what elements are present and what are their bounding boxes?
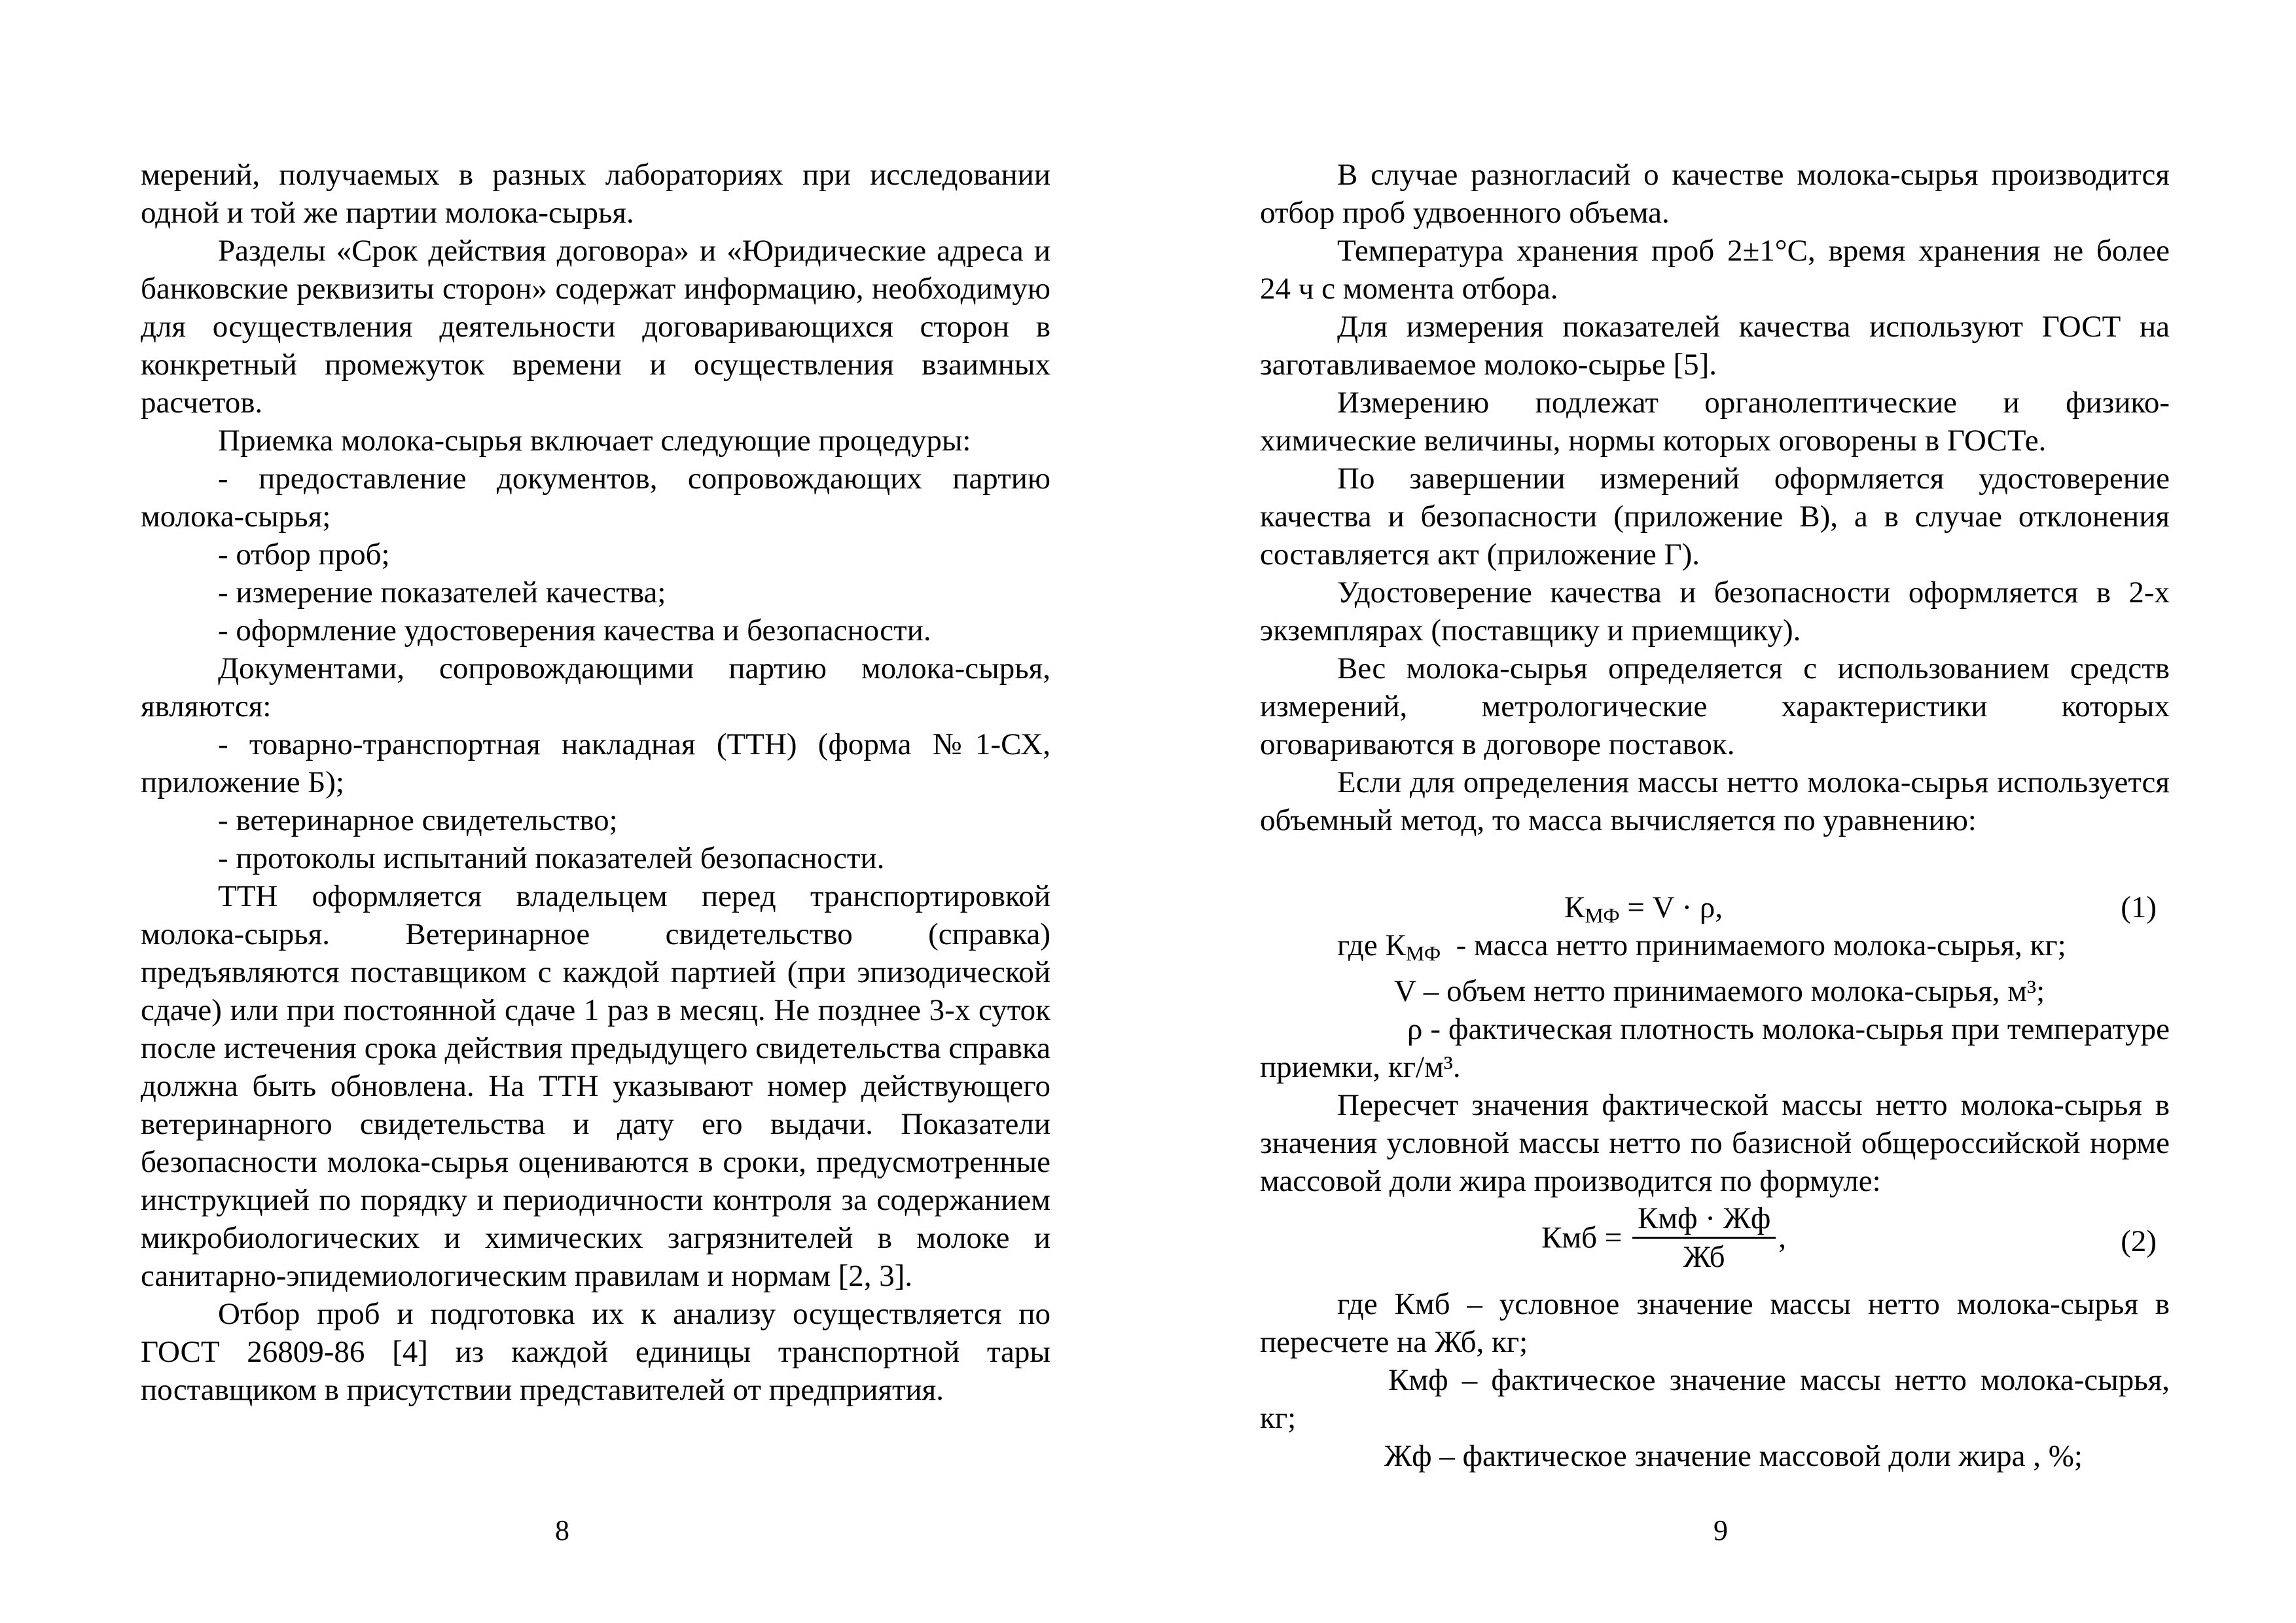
definition-line: Кмф – фактическое значение массы нетто молока-сырья, кг; (1260, 1363, 2170, 1435)
list-item: - протоколы испытаний показателей безопасности. (218, 841, 885, 875)
paragraph: В случае разногласий о качестве молока-сырья производится отбор проб удвоенного объема. (1260, 158, 2170, 230)
paragraph: Документами, сопровождающими партию молока-сырья, являются: (141, 651, 1050, 723)
equation-1 (1260, 888, 2170, 926)
equation-2-denominator: Жб (1683, 1240, 1725, 1274)
definition-line: V – объем нетто принимаемого молока-сырья, м³; (1394, 974, 2045, 1008)
paragraph: Измерению подлежат органолептические и физико-химические величины, нормы которых оговорены в ГОСТе. (1260, 386, 2170, 458)
paragraph: Вес молока-сырья определяется с использованием средств измерений, метрологические характеристики которых оговариваются в договоре поставок. (1260, 651, 2170, 761)
list-item: - измерение показателей качества; (218, 575, 666, 610)
equation-2-number: (2) (2121, 1224, 2157, 1258)
page-number: 9 (1713, 1514, 1728, 1546)
list-item: - отбор проб; (218, 538, 390, 572)
definition-line: Жф – фактическое значение массовой доли жира , %; (1384, 1439, 2083, 1473)
paragraph: Температура хранения проб 2±1°С, время хранения не более 24 ч с момента отбора. (1260, 234, 2170, 306)
equation-2-lhs: Кмб = (1541, 1220, 1630, 1255)
equation-1-rhs: = V · ρ, (1619, 890, 1723, 924)
paragraph: Отбор проб и подготовка их к анализу осуществляется по ГОСТ 26809-86 [4] из каждой единицы транспортной тары поставщиком в присутствии представителей от предприятия. (141, 1297, 1050, 1407)
equation-1-lhs: К (1564, 890, 1585, 924)
equation-1-body (1564, 888, 1723, 934)
list-item: - товарно-транспортная накладная (ТТН) (форма №1-СХ, приложение Б); (141, 727, 1050, 799)
definition-line: где Кмб – условное значение массы нетто молока-сырья в пересчете на Жб, кг; (1260, 1287, 2170, 1359)
equation-1-lhs-subscript: МФ (1585, 903, 1620, 927)
paragraph: По завершении измерений оформляется удостоверение качества и безопасности (приложение В), а в случае отклонения составляется акт (приложение Г). (1260, 462, 2170, 572)
paragraph: Разделы «Срок действия договора» и «Юридические адреса и банковские реквизиты сторон» содержат информацию, необходимую для осуществления деятельности договаривающихся сторон в конкретный промежуток времени и осуществления взаимных расчетов. (141, 234, 1050, 420)
right-page (1260, 156, 2170, 1475)
definition-line: ρ - фактическая плотность молока-сырья при температуре приемки, кг/м³. (1260, 1012, 2170, 1084)
paragraph: Для измерения показателей качества используют ГОСТ на заготавливаемое молоко-сырье [5]. (1260, 310, 2170, 382)
list-item: - оформление удостоверения качества и безопасности. (218, 613, 931, 647)
page-number: 8 (555, 1514, 569, 1546)
equation-1-number: (1) (2121, 890, 2157, 924)
paragraph: Пересчет значения фактической массы нетто молока-сырья в значения условной массы нетто по базисной общероссийской норме массовой доли жира производится по формуле: (1260, 1088, 2170, 1198)
equation-2-numerator: Кмф · Жф (1632, 1200, 1776, 1239)
list-item: - предоставление документов, сопровождающих партию молока-сырья; (141, 462, 1050, 534)
paragraph: ТТН оформляется владельцем перед транспортировкой молока-сырья. Ветеринарное свидетельство (справка) предъявляются поставщиком с каждой партией (при эпизодической сдаче) или при постоянной сдаче 1 раз в месяц. Не позднее 3-х суток после истечения срока действия предыдущего свидетельства справка должна быть обновлена. На ТТН указывают номер действующего ветеринарного свидетельства и дату его выдачи. Показатели безопасности молока-сырья оцениваются в сроки, предусмотренные инструкцией по порядку и периодичности контроля за содержанием микробиологических и химических загрязнителей в молоке и санитарно-эпидемиологическим правилам и нормам [2, 3]. (141, 879, 1050, 1293)
left-page (141, 156, 1050, 1409)
definition-line: где $К_{МФ}$ - масса нетто принимаемого молока-сырья, кг; (1337, 928, 2066, 965)
paragraph: Если для определения массы нетто молока-сырья используется объемный метод, то масса вычисляется по уравнению: (1260, 765, 2170, 837)
paragraph: Приемка молока-сырья включает следующие процедуры: (218, 424, 971, 458)
equation-2-tail: , (1778, 1220, 1787, 1255)
equation-2 (1260, 1200, 2170, 1285)
equation-2-fraction (1632, 1200, 1776, 1275)
paragraph: Удостоверение качества и безопасности оформляется в 2-х экземплярах (поставщику и приемщику). (1260, 575, 2170, 647)
paragraph: мерений, получаемых в разных лабораториях при исследовании одной и той же партии молока-сырья. (141, 158, 1050, 230)
equation-2-body (1541, 1200, 1786, 1275)
list-item: - ветеринарное свидетельство; (218, 803, 618, 837)
